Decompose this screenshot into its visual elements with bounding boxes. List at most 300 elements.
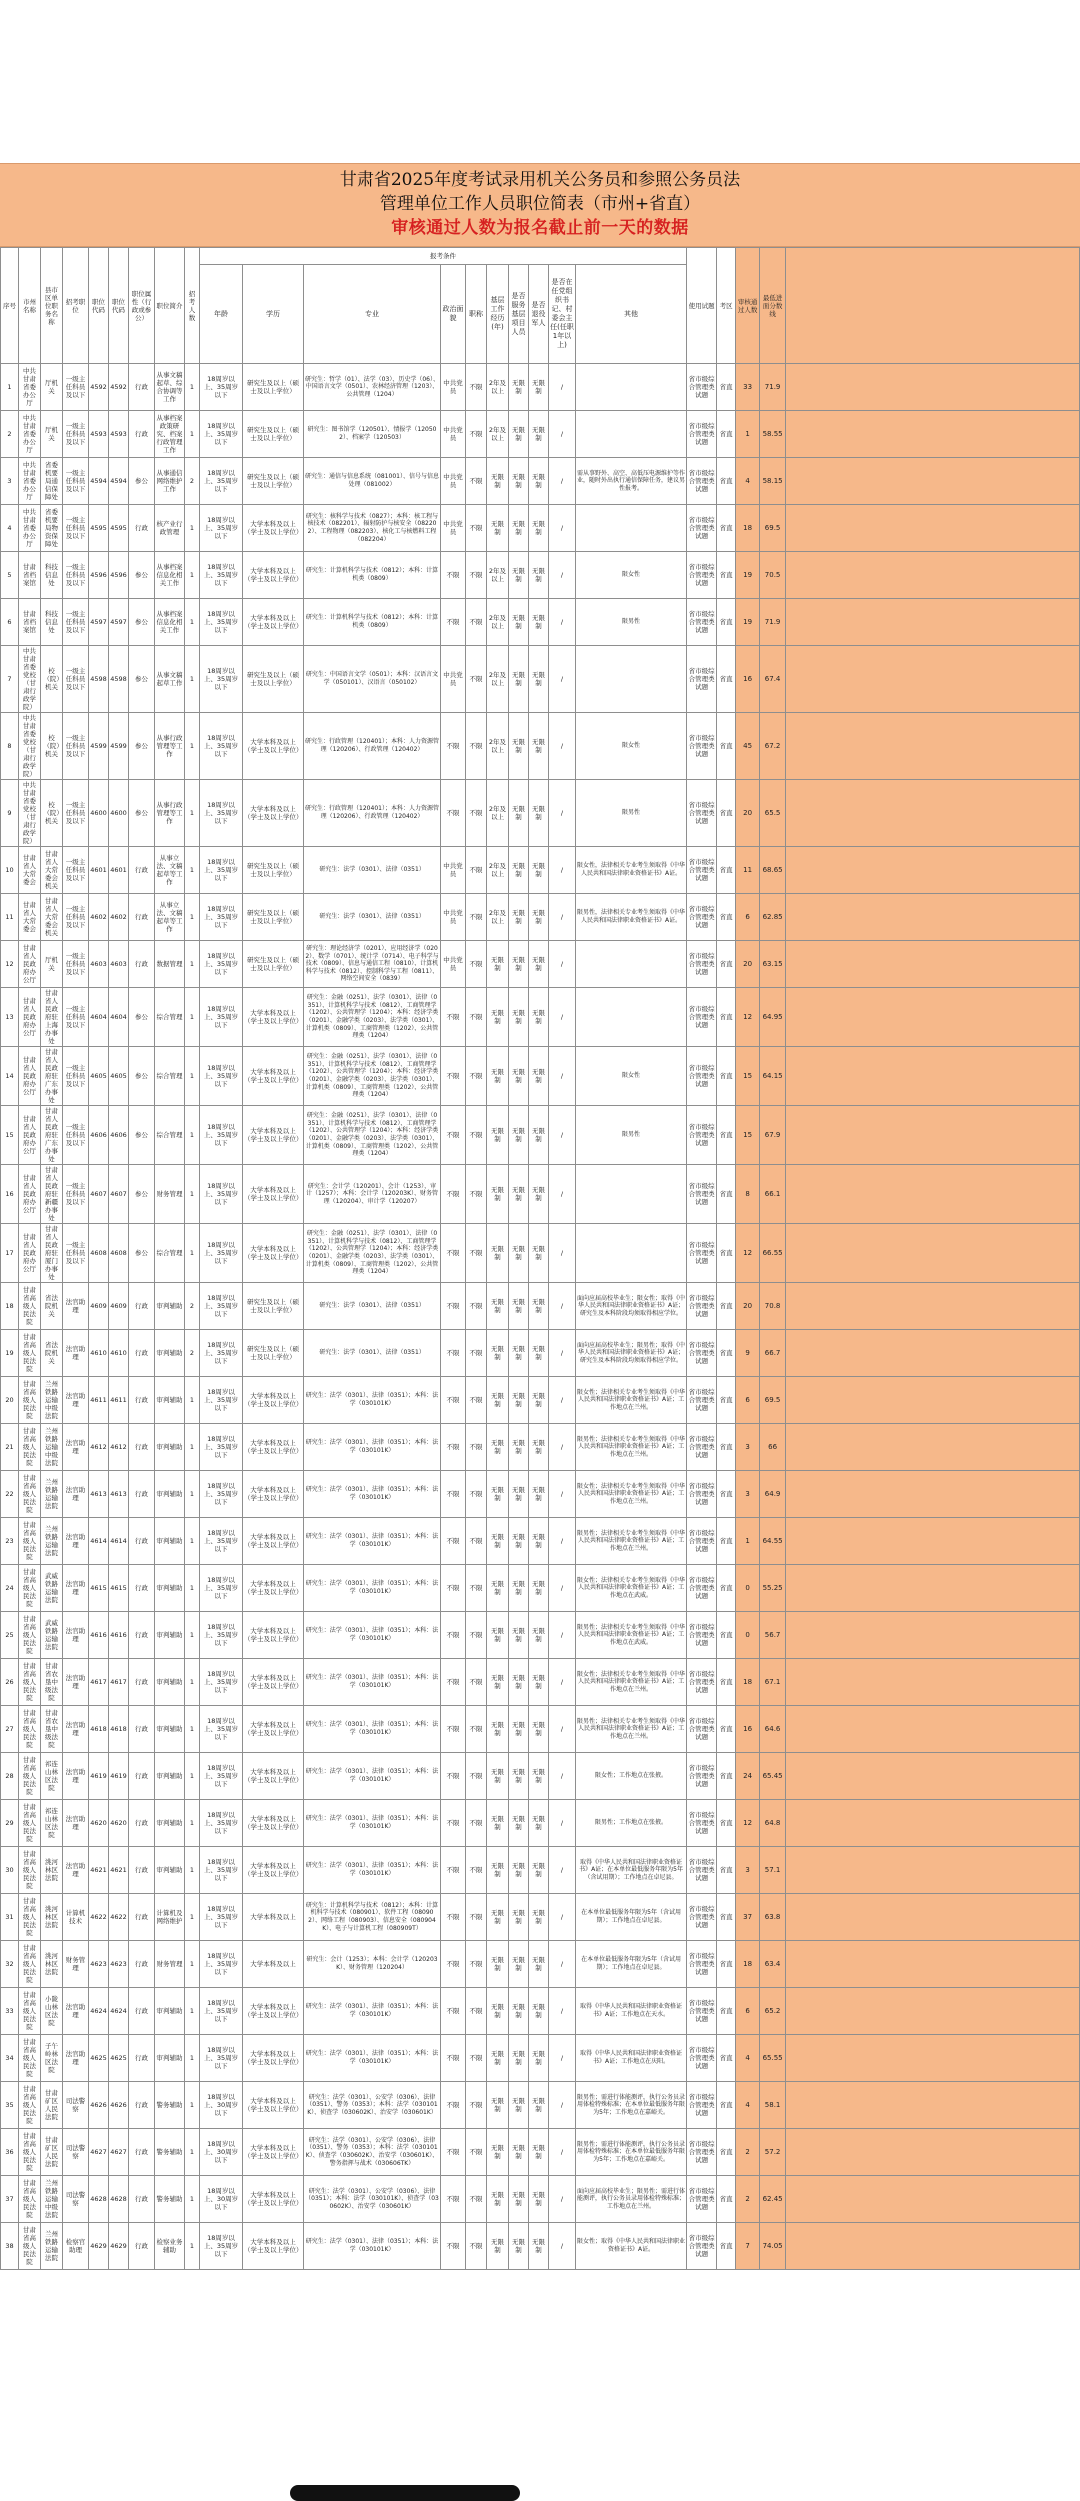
- row-dept: 校（院）机关: [41, 713, 63, 780]
- row-seq: 11: [1, 894, 19, 941]
- row-party-secretary: /: [549, 458, 576, 505]
- row-age: 18周岁以上、35周岁以下: [200, 1847, 243, 1894]
- positions-table: [0, 247, 1080, 2270]
- row-major: 研究生：行政管理（120401）；本科：人力资源管理（120206）、行政管理（120402）: [304, 780, 441, 847]
- row-min-score: 63.8: [760, 1894, 786, 1941]
- row-edu: 大学本科及以上（学士及以上学位）: [243, 1753, 304, 1800]
- hdr-exam-type: 使用试题: [687, 248, 717, 364]
- row-code: 4613: [89, 1471, 109, 1518]
- row-other: 取得《中华人民共和国法律职业资格证书》A证；工作地点在天水。: [576, 1988, 687, 2035]
- row-grassroots: 无限制: [487, 1800, 509, 1847]
- row-seq: 15: [1, 1106, 19, 1165]
- row-title-rank: 不限: [466, 894, 487, 941]
- row-code2: 4600: [109, 780, 129, 847]
- row-grassroots: 2年及以上: [487, 646, 509, 713]
- row-title-rank: 不限: [466, 1941, 487, 1988]
- row-political: 中共党员: [441, 894, 466, 941]
- row-code2: 4606: [109, 1106, 129, 1165]
- row-age: 18周岁以上、35周岁以下: [200, 1224, 243, 1283]
- row-passed: 18: [736, 1941, 760, 1988]
- row-exam-area: 省直: [717, 1330, 736, 1377]
- row-other: 限男性；法律相关专业考生须取得《中华人民共和国法律职业资格证书》A证；工作地点在兰州。: [576, 1424, 687, 1471]
- row-edge: [786, 599, 1080, 646]
- row-veteran: 无限制: [529, 713, 549, 780]
- row-min-score: 57.1: [760, 1847, 786, 1894]
- row-seq: 10: [1, 847, 19, 894]
- row-seq: 34: [1, 2035, 19, 2082]
- row-exam-area: 省直: [717, 2035, 736, 2082]
- row-veteran: 无限制: [529, 1424, 549, 1471]
- row-dept: 武威铁路运输法院: [41, 1565, 63, 1612]
- row-political: 不限: [441, 1047, 466, 1106]
- row-post: 法官助理: [63, 1330, 89, 1377]
- row-city: 甘肃省高级人民法院: [19, 1330, 41, 1377]
- hdr-city: 市州名称: [19, 248, 41, 364]
- row-exam-type: 省市级综合管理类试题: [687, 1706, 717, 1753]
- row-num: 1: [185, 646, 200, 713]
- row-city: 甘肃省人大常委会: [19, 894, 41, 941]
- row-edu: 大学本科及以上（学士及以上学位）: [243, 2082, 304, 2129]
- table-row: [1, 2082, 1080, 2129]
- table-row: [1, 2176, 1080, 2223]
- row-grassroots: 无限制: [487, 1565, 509, 1612]
- row-other: 限女性，法律相关专业考生须取得《中华人民共和国法律职业资格证书》A证。: [576, 847, 687, 894]
- row-edge: [786, 2176, 1080, 2223]
- row-attr: 参公: [129, 1047, 155, 1106]
- row-party-secretary: /: [549, 364, 576, 411]
- row-num: 1: [185, 1377, 200, 1424]
- row-political: 不限: [441, 1165, 466, 1224]
- row-political: 不限: [441, 1894, 466, 1941]
- row-service-project: 无限制: [509, 1471, 529, 1518]
- row-exam-type: 省市级综合管理类试题: [687, 1988, 717, 2035]
- row-political: 中共党员: [441, 941, 466, 988]
- row-city: 甘肃省高级人民法院: [19, 2223, 41, 2270]
- row-intro: 审判辅助: [155, 1706, 185, 1753]
- row-title-rank: 不限: [466, 2176, 487, 2223]
- row-other: [576, 505, 687, 552]
- row-dept: 兰州铁路运输法院: [41, 2223, 63, 2270]
- row-service-project: 无限制: [509, 1106, 529, 1165]
- row-seq: 32: [1, 1941, 19, 1988]
- row-age: 18周岁以上、35周岁以下: [200, 2035, 243, 2082]
- row-attr: 参公: [129, 713, 155, 780]
- row-age: 18周岁以上、35周岁以下: [200, 646, 243, 713]
- row-seq: 1: [1, 364, 19, 411]
- row-title-rank: 不限: [466, 1283, 487, 1330]
- row-major: 研究生：法学（0301）、法律（0351）: [304, 894, 441, 941]
- row-num: 1: [185, 411, 200, 458]
- row-min-score: 71.9: [760, 364, 786, 411]
- row-exam-area: 省直: [717, 458, 736, 505]
- row-title-rank: 不限: [466, 941, 487, 988]
- row-major: 研究生：法学（0301）、法律（0351）；本科：法学（030101K）: [304, 1800, 441, 1847]
- row-code2: 4629: [109, 2223, 129, 2270]
- row-seq: 24: [1, 1565, 19, 1612]
- row-attr: 行政: [129, 2223, 155, 2270]
- row-other: 限女性；工作地点在张掖。: [576, 1753, 687, 1800]
- row-post: 法官助理: [63, 1565, 89, 1612]
- row-num: 1: [185, 1424, 200, 1471]
- row-exam-area: 省直: [717, 1847, 736, 1894]
- row-code2: 4623: [109, 1941, 129, 1988]
- table-row: [1, 1330, 1080, 1377]
- table-row: [1, 1377, 1080, 1424]
- row-exam-type: 省市级综合管理类试题: [687, 2129, 717, 2176]
- row-code2: 4608: [109, 1224, 129, 1283]
- row-other: 限男性；法律相关专业考生须取得《中华人民共和国法律职业资格证书》A证；工作地点在兰州。: [576, 1518, 687, 1565]
- row-passed: 4: [736, 458, 760, 505]
- row-attr: 参公: [129, 552, 155, 599]
- row-min-score: 67.4: [760, 646, 786, 713]
- row-min-score: 66: [760, 1424, 786, 1471]
- row-edu: 研究生及以上（硕士及以上学位）: [243, 847, 304, 894]
- row-city: 甘肃省高级人民法院: [19, 1612, 41, 1659]
- row-major: 研究生：金融（0251）、法学（0301）、法律（0351）、计算机科学与技术（0812）、工商管理学（1202）、公共管理学（1204）；本科：经济学类（0201）、金融学类（0203）、法学类（0301）、计算机类（0809）、工商管理类（1202）、公共管理类（1204）: [304, 1106, 441, 1165]
- table-row: [1, 941, 1080, 988]
- row-exam-type: 省市级综合管理类试题: [687, 1165, 717, 1224]
- row-major: 研究生：法学（0301）、法律（0351）；本科：法学（030101K）: [304, 1706, 441, 1753]
- row-edu: 大学本科及以上（学士及以上学位）: [243, 2223, 304, 2270]
- table-row: [1, 1165, 1080, 1224]
- row-intro: 综合管理: [155, 1224, 185, 1283]
- row-num: 1: [185, 1894, 200, 1941]
- hdr-code2: 职位代码: [109, 248, 129, 364]
- row-party-secretary: /: [549, 1565, 576, 1612]
- row-other: 限女性；取得《中华人民共和国法律职业资格证书》A证。: [576, 2223, 687, 2270]
- row-code: 4608: [89, 1224, 109, 1283]
- row-intro: 审判辅助: [155, 2035, 185, 2082]
- row-num: 1: [185, 1988, 200, 2035]
- row-num: 1: [185, 1753, 200, 1800]
- row-dept: 甘肃省人大常委会机关: [41, 847, 63, 894]
- row-min-score: 70.5: [760, 552, 786, 599]
- row-exam-type: 省市级综合管理类试题: [687, 599, 717, 646]
- row-age: 18周岁以上、35周岁以下: [200, 1565, 243, 1612]
- row-city: 甘肃省高级人民法院: [19, 2082, 41, 2129]
- row-city: 甘肃省高级人民法院: [19, 1800, 41, 1847]
- row-num: 2: [185, 1330, 200, 1377]
- row-party-secretary: /: [549, 1224, 576, 1283]
- row-min-score: 71.9: [760, 599, 786, 646]
- row-num: 1: [185, 1800, 200, 1847]
- row-political: 不限: [441, 552, 466, 599]
- row-title-rank: 不限: [466, 2082, 487, 2129]
- row-party-secretary: /: [549, 646, 576, 713]
- row-exam-area: 省直: [717, 894, 736, 941]
- row-edge: [786, 1471, 1080, 1518]
- hdr-exam-conditions: 报考条件: [200, 248, 687, 265]
- row-passed: 11: [736, 847, 760, 894]
- row-code2: 4594: [109, 458, 129, 505]
- row-post: 法官助理: [63, 1800, 89, 1847]
- row-age: 18周岁以上、35周岁以下: [200, 1047, 243, 1106]
- row-other: 限男性；工作地点在张掖。: [576, 1800, 687, 1847]
- row-dept: 甘肃省人大常委会机关: [41, 894, 63, 941]
- table-row: [1, 2129, 1080, 2176]
- row-post: 一级主任科员及以下: [63, 780, 89, 847]
- row-intro: 从事立法、文稿起草等工作: [155, 847, 185, 894]
- row-service-project: 无限制: [509, 988, 529, 1047]
- row-num: 1: [185, 780, 200, 847]
- row-edge: [786, 2082, 1080, 2129]
- row-age: 18周岁以上、35周岁以下: [200, 941, 243, 988]
- row-post: 法官助理: [63, 1283, 89, 1330]
- row-age: 18周岁以上、35周岁以下: [200, 1894, 243, 1941]
- row-dept: 甘肃矿区人民法院: [41, 2082, 63, 2129]
- row-min-score: 74.05: [760, 2223, 786, 2270]
- row-city: 中共甘肃省委办公厅: [19, 411, 41, 458]
- row-age: 18周岁以上、35周岁以下: [200, 1659, 243, 1706]
- row-code: 4629: [89, 2223, 109, 2270]
- row-service-project: 无限制: [509, 599, 529, 646]
- row-grassroots: 无限制: [487, 2223, 509, 2270]
- row-edu: 大学本科及以上（学士及以上学位）: [243, 1377, 304, 1424]
- row-age: 18周岁以上、35周岁以下: [200, 1106, 243, 1165]
- hdr-party-secretary: 是否在任党组织书记、村委会主任(任职1年以上): [549, 265, 576, 364]
- row-grassroots: 2年及以上: [487, 599, 509, 646]
- row-other: 限女性；法律相关专业考生须取得《中华人民共和国法律职业资格证书》A证；工作地点在兰州。: [576, 1471, 687, 1518]
- row-exam-area: 省直: [717, 1753, 736, 1800]
- row-post: 法官助理: [63, 1847, 89, 1894]
- row-post: 司法警察: [63, 2082, 89, 2129]
- row-title-rank: 不限: [466, 1330, 487, 1377]
- home-indicator-bar[interactable]: [290, 2485, 520, 2501]
- row-passed: 19: [736, 552, 760, 599]
- row-dept: 小陇山林区法院: [41, 1988, 63, 2035]
- row-passed: 9: [736, 1330, 760, 1377]
- row-seq: 3: [1, 458, 19, 505]
- row-other: 限男性: [576, 599, 687, 646]
- row-other: [576, 941, 687, 988]
- row-edge: [786, 1612, 1080, 1659]
- row-veteran: 无限制: [529, 1659, 549, 1706]
- row-code2: 4619: [109, 1753, 129, 1800]
- row-exam-area: 省直: [717, 988, 736, 1047]
- row-dept: 洮河林区法院: [41, 1847, 63, 1894]
- row-passed: 12: [736, 1224, 760, 1283]
- row-city: 中共甘肃省委办公厅: [19, 364, 41, 411]
- row-edge: [786, 1424, 1080, 1471]
- row-attr: 行政: [129, 1800, 155, 1847]
- row-party-secretary: /: [549, 1377, 576, 1424]
- row-major: 研究生：计算机科学与技术（0812）；本科：计算机类（0809）: [304, 552, 441, 599]
- row-age: 18周岁以上、35周岁以下: [200, 713, 243, 780]
- table-row: [1, 1047, 1080, 1106]
- row-code2: 4605: [109, 1047, 129, 1106]
- row-edge: [786, 1565, 1080, 1612]
- row-passed: 0: [736, 1565, 760, 1612]
- row-edu: 研究生及以上（硕士及以上学位）: [243, 458, 304, 505]
- row-code2: 4598: [109, 646, 129, 713]
- table-row: [1, 505, 1080, 552]
- row-seq: 38: [1, 2223, 19, 2270]
- row-passed: 16: [736, 1706, 760, 1753]
- row-title-rank: 不限: [466, 1424, 487, 1471]
- row-veteran: 无限制: [529, 1224, 549, 1283]
- row-service-project: 无限制: [509, 1659, 529, 1706]
- row-dept: 祁连山林区法院: [41, 1800, 63, 1847]
- row-min-score: 67.9: [760, 1106, 786, 1165]
- row-min-score: 66.1: [760, 1165, 786, 1224]
- row-dept: 甘肃矿区人民法院: [41, 2129, 63, 2176]
- row-exam-area: 省直: [717, 1377, 736, 1424]
- row-exam-area: 省直: [717, 1047, 736, 1106]
- row-code2: 4622: [109, 1894, 129, 1941]
- row-service-project: 无限制: [509, 2223, 529, 2270]
- row-intro: 审判辅助: [155, 1753, 185, 1800]
- row-edge: [786, 780, 1080, 847]
- table-row: [1, 1283, 1080, 1330]
- row-exam-area: 省直: [717, 1894, 736, 1941]
- row-code: 4606: [89, 1106, 109, 1165]
- row-grassroots: 无限制: [487, 1283, 509, 1330]
- row-exam-type: 省市级综合管理类试题: [687, 894, 717, 941]
- row-grassroots: 无限制: [487, 1518, 509, 1565]
- row-num: 1: [185, 2035, 200, 2082]
- row-grassroots: 2年及以上: [487, 713, 509, 780]
- row-exam-type: 省市级综合管理类试题: [687, 411, 717, 458]
- row-intro: 审判辅助: [155, 1471, 185, 1518]
- row-city: 甘肃省高级人民法院: [19, 1706, 41, 1753]
- row-seq: 2: [1, 411, 19, 458]
- row-city: 甘肃省高级人民法院: [19, 1424, 41, 1471]
- row-post: 一级主任科员及以下: [63, 1165, 89, 1224]
- row-code: 4622: [89, 1894, 109, 1941]
- table-row: [1, 1224, 1080, 1283]
- row-code2: 4620: [109, 1800, 129, 1847]
- row-exam-type: 省市级综合管理类试题: [687, 941, 717, 988]
- row-intro: 审判辅助: [155, 1330, 185, 1377]
- row-intro: 综合管理: [155, 988, 185, 1047]
- row-city: 甘肃省人民政府办公厅: [19, 1224, 41, 1283]
- row-exam-area: 省直: [717, 1424, 736, 1471]
- title-line-1: 甘肃省2025年度考试录用机关公务员和参照公务员法: [339, 170, 741, 190]
- row-dept: 武威铁路运输法院: [41, 1612, 63, 1659]
- row-edge: [786, 1706, 1080, 1753]
- row-edu: 大学本科及以上（学士及以上学位）: [243, 1106, 304, 1165]
- table-row: [1, 780, 1080, 847]
- row-age: 18周岁以上、35周岁以下: [200, 894, 243, 941]
- row-other: 限女性；法律相关专业考生须取得《中华人民共和国法律职业资格证书》A证；工作地点在兰州。: [576, 1659, 687, 1706]
- row-edu: 大学本科及以上（学士及以上学位）: [243, 1800, 304, 1847]
- row-attr: 行政: [129, 1612, 155, 1659]
- row-service-project: 无限制: [509, 1612, 529, 1659]
- row-code2: 4626: [109, 2082, 129, 2129]
- row-attr: 行政: [129, 1847, 155, 1894]
- row-intro: 从事档案政策研究、档案行政管理工作: [155, 411, 185, 458]
- row-exam-area: 省直: [717, 1659, 736, 1706]
- row-title-rank: 不限: [466, 1224, 487, 1283]
- row-seq: 23: [1, 1518, 19, 1565]
- row-other: 限男性: [576, 1106, 687, 1165]
- row-political: 中共党员: [441, 364, 466, 411]
- row-service-project: 无限制: [509, 646, 529, 713]
- row-service-project: 无限制: [509, 1894, 529, 1941]
- row-major: 研究生：法学（0301）、法律（0351）；本科：法学（030101K）: [304, 1565, 441, 1612]
- table-row: [1, 1941, 1080, 1988]
- row-attr: 参公: [129, 988, 155, 1047]
- row-title-rank: 不限: [466, 646, 487, 713]
- row-edge: [786, 1988, 1080, 2035]
- row-num: 1: [185, 1847, 200, 1894]
- row-exam-area: 省直: [717, 2129, 736, 2176]
- row-party-secretary: /: [549, 988, 576, 1047]
- row-service-project: 无限制: [509, 2129, 529, 2176]
- row-exam-type: 省市级综合管理类试题: [687, 1941, 717, 1988]
- row-passed: 12: [736, 1800, 760, 1847]
- row-grassroots: 无限制: [487, 2082, 509, 2129]
- row-veteran: 无限制: [529, 894, 549, 941]
- row-post: 司法警察: [63, 2176, 89, 2223]
- row-num: 1: [185, 988, 200, 1047]
- row-city: 甘肃省高级人民法院: [19, 1518, 41, 1565]
- row-veteran: 无限制: [529, 1988, 549, 2035]
- hdr-other: 其他: [576, 265, 687, 364]
- row-code2: 4616: [109, 1612, 129, 1659]
- row-edu: 大学本科及以上（学士及以上学位）: [243, 1612, 304, 1659]
- row-major: 研究生：核科学与技术（0827）；本科：核工程与核技术（082201）、辐射防护与核安全（082202）、工程物理（082203）、核化工与核燃料工程（082204）: [304, 505, 441, 552]
- row-service-project: 无限制: [509, 1283, 529, 1330]
- row-min-score: 57.2: [760, 2129, 786, 2176]
- row-min-score: 66.7: [760, 1330, 786, 1377]
- row-other: 限女性；法律相关专业考生须取得《中华人民共和国法律职业资格证书》A证；工作地点在兰州。: [576, 1377, 687, 1424]
- row-attr: 参公: [129, 1224, 155, 1283]
- row-dept: 科技信息处: [41, 599, 63, 646]
- row-seq: 12: [1, 941, 19, 988]
- row-passed: 19: [736, 599, 760, 646]
- row-attr: 行政: [129, 1424, 155, 1471]
- row-num: 1: [185, 2223, 200, 2270]
- row-other: [576, 988, 687, 1047]
- row-age: 18周岁以上、30周岁以下: [200, 2129, 243, 2176]
- row-city: 甘肃省高级人民法院: [19, 1659, 41, 1706]
- row-major: 研究生：行政管理（120401）；本科：人力资源管理（120206）、行政管理（120402）: [304, 713, 441, 780]
- row-grassroots: 2年及以上: [487, 847, 509, 894]
- row-post: 一级主任科员及以下: [63, 458, 89, 505]
- row-edu: 研究生及以上（硕士及以上学位）: [243, 1330, 304, 1377]
- row-city: 中共甘肃省委党校（甘肃行政学院）: [19, 780, 41, 847]
- row-veteran: 无限制: [529, 1941, 549, 1988]
- row-seq: 13: [1, 988, 19, 1047]
- row-passed: 6: [736, 1377, 760, 1424]
- table-row: [1, 552, 1080, 599]
- row-intro: 综合管理: [155, 1047, 185, 1106]
- row-passed: 18: [736, 505, 760, 552]
- table-row: [1, 411, 1080, 458]
- row-min-score: 66.55: [760, 1224, 786, 1283]
- row-exam-type: 省市级综合管理类试题: [687, 364, 717, 411]
- row-attr: 行政: [129, 1471, 155, 1518]
- row-code2: 4617: [109, 1659, 129, 1706]
- row-other: 限男性；法律相关专业考生须取得《中华人民共和国法律职业资格证书》A证；工作地点在兰州。: [576, 1706, 687, 1753]
- row-political: 不限: [441, 1224, 466, 1283]
- row-code: 4617: [89, 1659, 109, 1706]
- hdr-seq: 序号: [1, 248, 19, 364]
- row-service-project: 无限制: [509, 1988, 529, 2035]
- row-code2: 4625: [109, 2035, 129, 2082]
- row-edu: 研究生及以上（硕士及以上学位）: [243, 364, 304, 411]
- row-service-project: 无限制: [509, 847, 529, 894]
- row-code: 4626: [89, 2082, 109, 2129]
- row-city: 甘肃省高级人民法院: [19, 2176, 41, 2223]
- row-passed: 15: [736, 1106, 760, 1165]
- row-service-project: 无限制: [509, 458, 529, 505]
- row-seq: 20: [1, 1377, 19, 1424]
- row-code2: 4627: [109, 2129, 129, 2176]
- row-other: 在本单位最低服务年限为5年（含试用期）；工作地点在卓尼县。: [576, 1894, 687, 1941]
- row-other: 限男性，法律相关专业考生须取得《中华人民共和国法律职业资格证书》A证。: [576, 894, 687, 941]
